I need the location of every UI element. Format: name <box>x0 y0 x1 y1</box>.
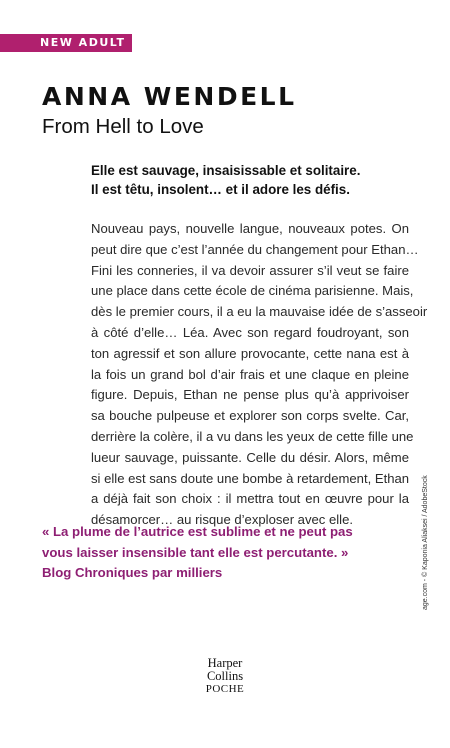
summary-paragraph <box>91 219 428 531</box>
summary-line: à côté d’elle… Léa. Avec son regard foudroyant, son <box>91 324 409 340</box>
tagline-line: Il est têtu, insolent… et il adore les défis. <box>91 182 350 197</box>
summary-line: figure. Depuis, Ethan ne pense plus qu’à apprivoiser <box>91 387 409 403</box>
publisher-logo-line: POCHE <box>205 683 245 695</box>
summary-line: ton agressif et son allure provocante, cette nana est à <box>91 345 409 361</box>
summary-line: si elle est sans doute une bombe à retardement, Ethan <box>91 470 410 486</box>
publisher-logo <box>190 657 260 695</box>
quote-line: vous laisser insensible tant elle est percutante. » <box>42 544 349 560</box>
quote-line: « La plume de l’autrice est sublime et ne peut pas <box>42 524 353 539</box>
review-quote <box>42 522 387 584</box>
publisher-logo-line: Harper <box>207 656 243 670</box>
quote-source: Blog Chroniques par milliers <box>42 565 223 580</box>
summary-line: une place dans cette école de cinéma parisienne. Mais, <box>91 283 414 299</box>
summary-line: désamorcer… au risque d’exploser avec elle. <box>91 512 354 528</box>
author-name: ANNA WENDELL <box>42 82 297 111</box>
book-title: From Hell to Love <box>42 115 204 138</box>
publisher-logo-line: Collins <box>206 669 244 683</box>
summary-line: la fois un grand bol d’air frais et une claque en pleine <box>91 366 409 382</box>
summary-line: derrière la colère, il a vu dans les yeux de cette fille une <box>91 428 414 444</box>
image-credit: age.com - © Kaponia Aliaksei / AdobeStock <box>422 475 429 610</box>
tagline <box>91 161 409 199</box>
summary-line: lueur sauvage, puissante. Celle du désir. Alors, même <box>91 449 409 465</box>
tagline-line: Elle est sauvage, insaisissable et solitaire. <box>91 163 361 178</box>
summary-line: a déjà fait son choix : il mettra tout en œuvre pour la <box>91 491 409 507</box>
summary-line: peut dire que c’est l’année du changement pour Ethan… <box>91 241 419 257</box>
summary-line: Fini les conneries, il va devoir assurer s’il veut se faire <box>91 262 409 278</box>
collection-banner: NEW ADULT <box>0 34 132 52</box>
summary-line: dès le premier cours, il a eu la mauvaise idée de s’asseoir <box>91 304 428 320</box>
summary-line: sa bouche pulpeuse et explorer son corps svelte. Car, <box>91 408 409 424</box>
summary-line: Nouveau pays, nouvelle langue, nouveaux potes. On <box>91 221 409 236</box>
